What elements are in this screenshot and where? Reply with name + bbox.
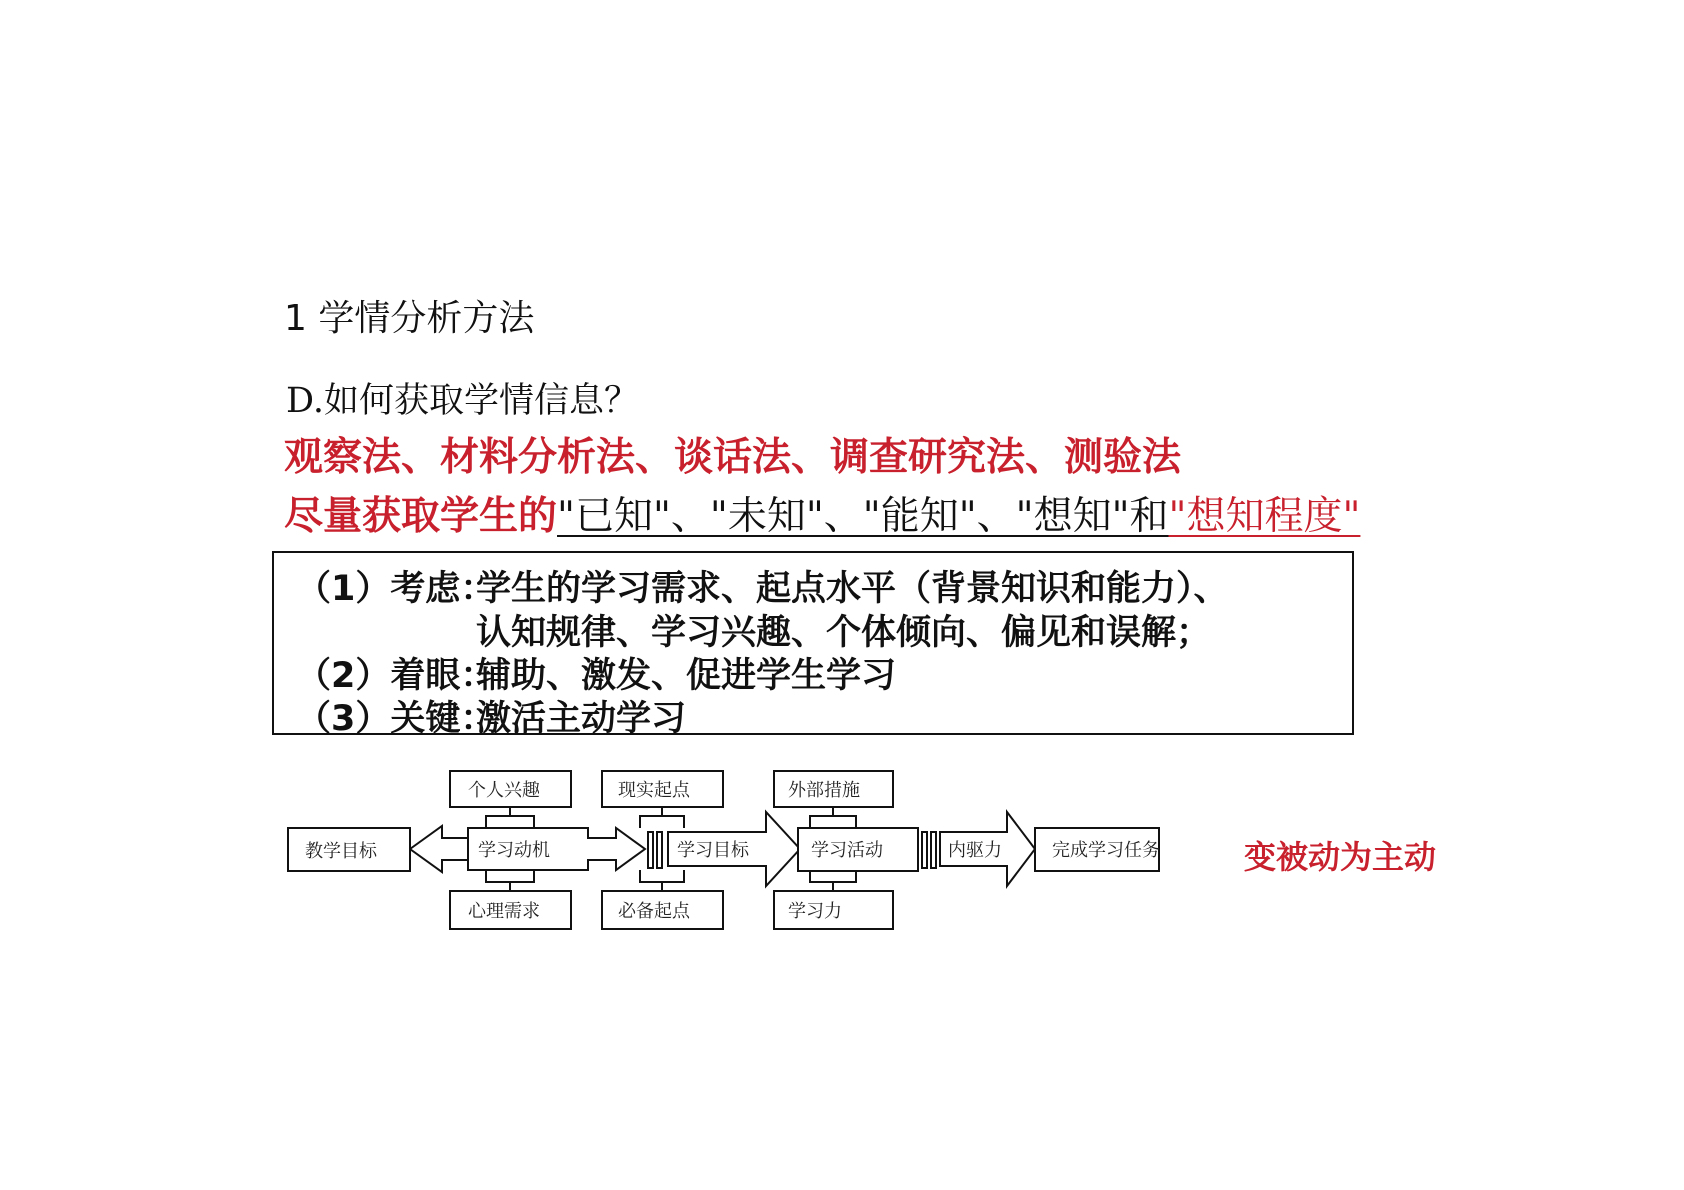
goal-line [284, 485, 1360, 541]
motivation-label: 学习动机 [478, 840, 550, 861]
methods-list: 观察法、材料分析法、谈话法、调查研究法、测验法 [284, 435, 1182, 480]
learning-flow-diagram [280, 760, 1230, 940]
consideration-1-text-b: 认知规律、学习兴趣、个体倾向、偏见和误解； [476, 613, 1212, 653]
real-start-label: 现实起点 [618, 780, 690, 801]
section-title: 1 学情分析方法 [284, 298, 535, 339]
interest-label: 个人兴趣 [468, 780, 540, 801]
separator-3 [922, 832, 927, 868]
question-heading: D.如何获取学情信息？ [286, 381, 639, 421]
required-start-label: 必备起点 [618, 901, 690, 922]
external-label: 外部措施 [788, 780, 860, 801]
double-arrow-left [410, 826, 468, 872]
learning-goal-label: 学习目标 [677, 840, 749, 861]
consideration-3-label: （3）关键： [296, 699, 496, 739]
task-label: 完成学习任务 [1052, 840, 1160, 861]
consideration-1-text-a: 学生的学习需求、起点水平（背景知识和能力）、 [476, 569, 1229, 609]
separator-2 [657, 832, 662, 868]
goal-mid: "已知"、"未知"、"能知"、"想知"和 [557, 494, 1169, 539]
separator-4 [931, 832, 936, 868]
considerations-box [272, 551, 1354, 739]
slogan: 变被动为主动 [1244, 838, 1437, 876]
activity-label: 学习活动 [811, 840, 883, 861]
goal-tail: "想知程度" [1168, 494, 1361, 539]
psych-need-label: 心理需求 [468, 901, 540, 922]
separator-1 [648, 832, 653, 868]
ability-label: 学习力 [788, 901, 842, 922]
drive-label: 内驱力 [948, 840, 1002, 861]
consideration-2-label: （2）着眼： [296, 656, 496, 696]
teaching-goal-label: 教学目标 [305, 841, 377, 862]
consideration-2-text: 辅助、激发、促进学生学习 [476, 656, 897, 696]
goal-lead: 尽量获取学生的 [284, 494, 558, 539]
consideration-1-label: （1）考虑： [296, 569, 496, 609]
consideration-3-text: 激活主动学习 [476, 699, 687, 739]
